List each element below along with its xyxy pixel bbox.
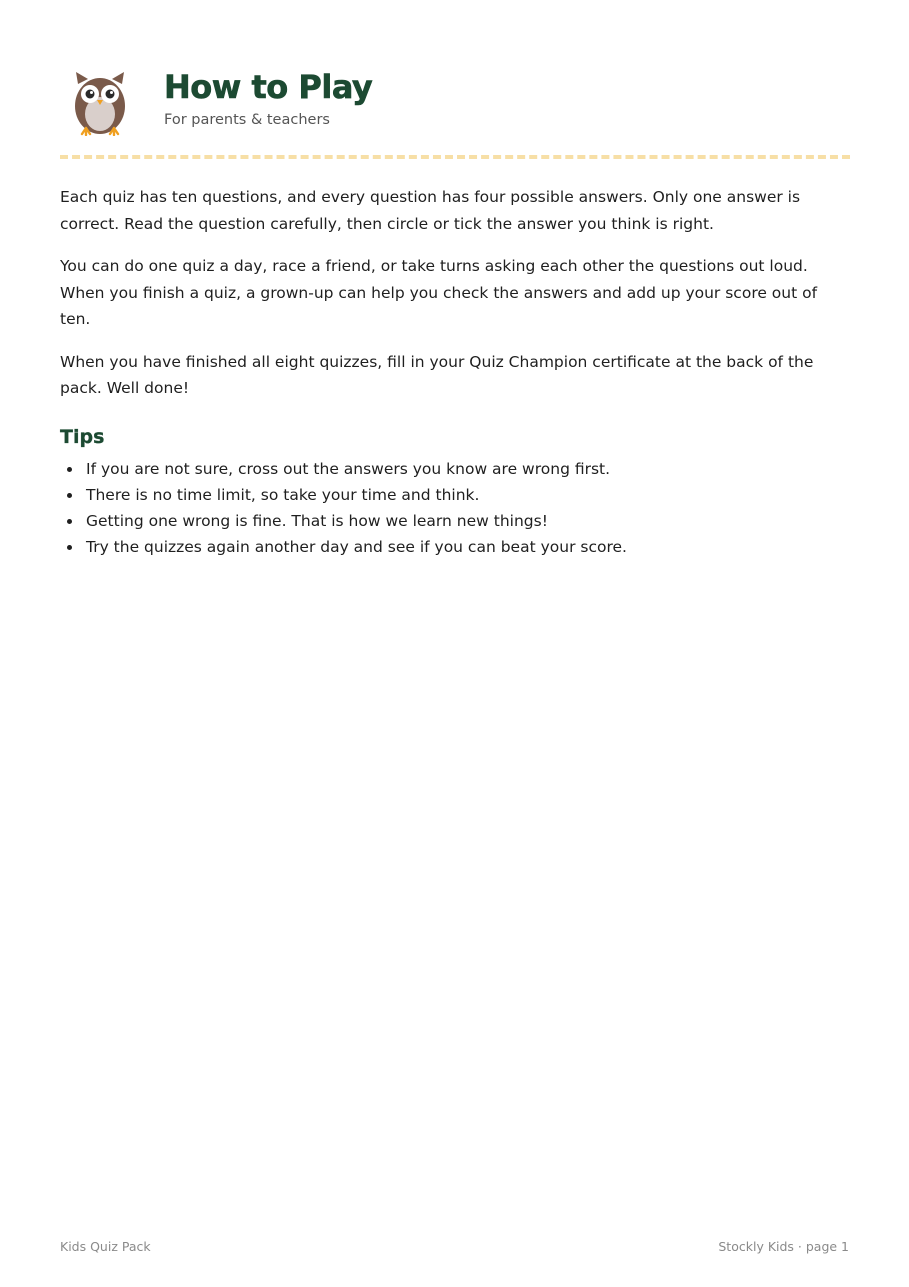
tip-item: There is no time limit, so take your time and think. <box>60 482 850 508</box>
footer-left: Kids Quiz Pack <box>60 1239 151 1254</box>
tip-item: Try the quizzes again another day and see if you can beat your score. <box>60 534 850 560</box>
footer-right: Stockly Kids · page 1 <box>718 1239 849 1254</box>
paragraph-2: You can do one quiz a day, race a friend, or take turns asking each other the questions out loud. When you finish a quiz, a grown-up can help you check the answers and add up your score out of ten. <box>60 257 818 328</box>
tips-heading: Tips <box>60 425 105 448</box>
tip-item: Getting one wrong is fine. That is how we learn new things! <box>60 508 850 534</box>
tip-item: If you are not sure, cross out the answers you know are wrong first. <box>60 456 850 482</box>
tips-list <box>60 456 850 560</box>
paragraph-1: Each quiz has ten questions, and every question has four possible answers. Only one answer is correct. Read the question carefully, then circle or tick the answer you think is right. <box>60 188 801 233</box>
title-block <box>164 66 372 130</box>
main-content <box>60 184 850 560</box>
page-subtitle: For parents & teachers <box>164 112 330 128</box>
page-title: How to Play <box>164 68 373 106</box>
page-header <box>60 66 849 146</box>
header-divider <box>60 155 850 159</box>
paragraph-3: When you have finished all eight quizzes, fill in your Quiz Champion certificate at the back of the pack. Well done! <box>60 352 814 397</box>
